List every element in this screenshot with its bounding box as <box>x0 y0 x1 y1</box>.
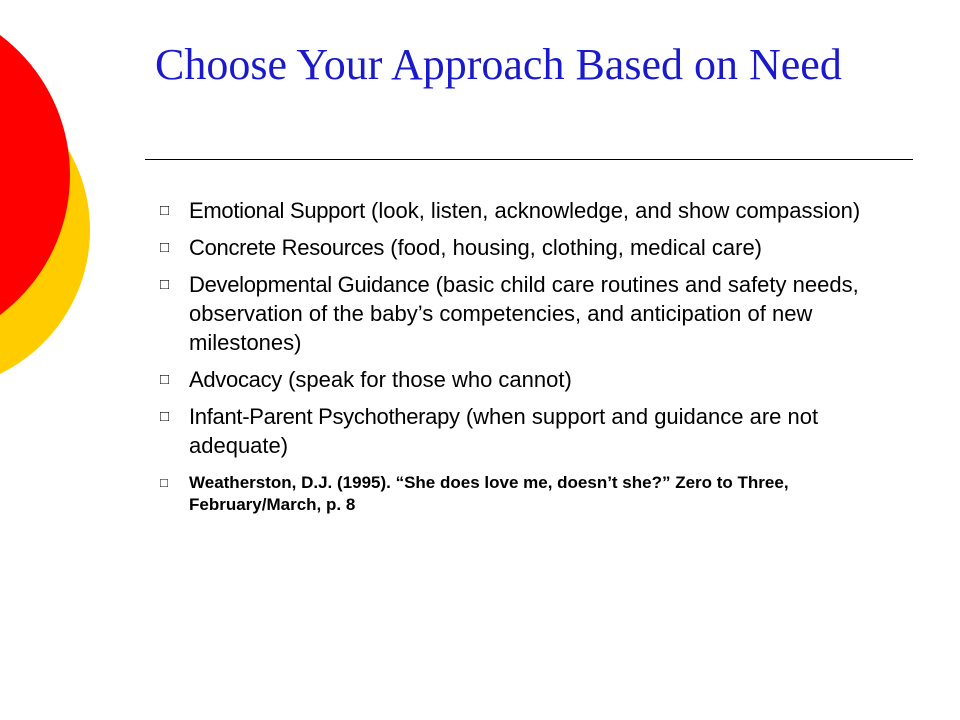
list-item <box>160 196 900 225</box>
list-item <box>160 270 900 357</box>
bullet-description: (when support and guidance are not adequate) <box>189 404 819 458</box>
bullet-term: Emotional Support <box>189 198 365 223</box>
bullet-term: Advocacy <box>189 367 282 392</box>
citation-text: Weatherston, D.J. (1995). “She does love me, doesn’t she?” Zero to Three, February/March, p. 8 <box>189 473 789 514</box>
list-item <box>160 365 900 394</box>
bullet-description: (speak for those who cannot) <box>281 367 572 392</box>
bullet-description: (food, housing, clothing, medical care) <box>384 235 763 260</box>
square-bullet-icon: □ <box>160 475 168 490</box>
list-item <box>160 233 900 262</box>
bullet-term: Developmental Guidance <box>189 272 430 297</box>
bullet-list <box>160 196 900 524</box>
bullet-description: (basic child care routines and safety needs, observation of the baby’s competencies, and anticipation of new milestones) <box>189 272 859 355</box>
list-item <box>160 402 900 460</box>
square-bullet-icon: □ <box>160 408 170 425</box>
square-bullet-icon: □ <box>160 202 170 219</box>
square-bullet-icon: □ <box>160 371 170 388</box>
square-bullet-icon: □ <box>160 239 170 256</box>
bullet-description: (look, listen, acknowledge, and show compassion) <box>364 198 861 223</box>
bullet-term: Concrete Resources <box>189 235 385 260</box>
slide-title: Choose Your Approach Based on Need <box>155 40 842 89</box>
title-divider <box>145 159 913 160</box>
square-bullet-icon: □ <box>160 276 170 293</box>
citation-item <box>160 472 900 516</box>
bullet-term: Infant-Parent Psychotherapy <box>189 404 460 429</box>
